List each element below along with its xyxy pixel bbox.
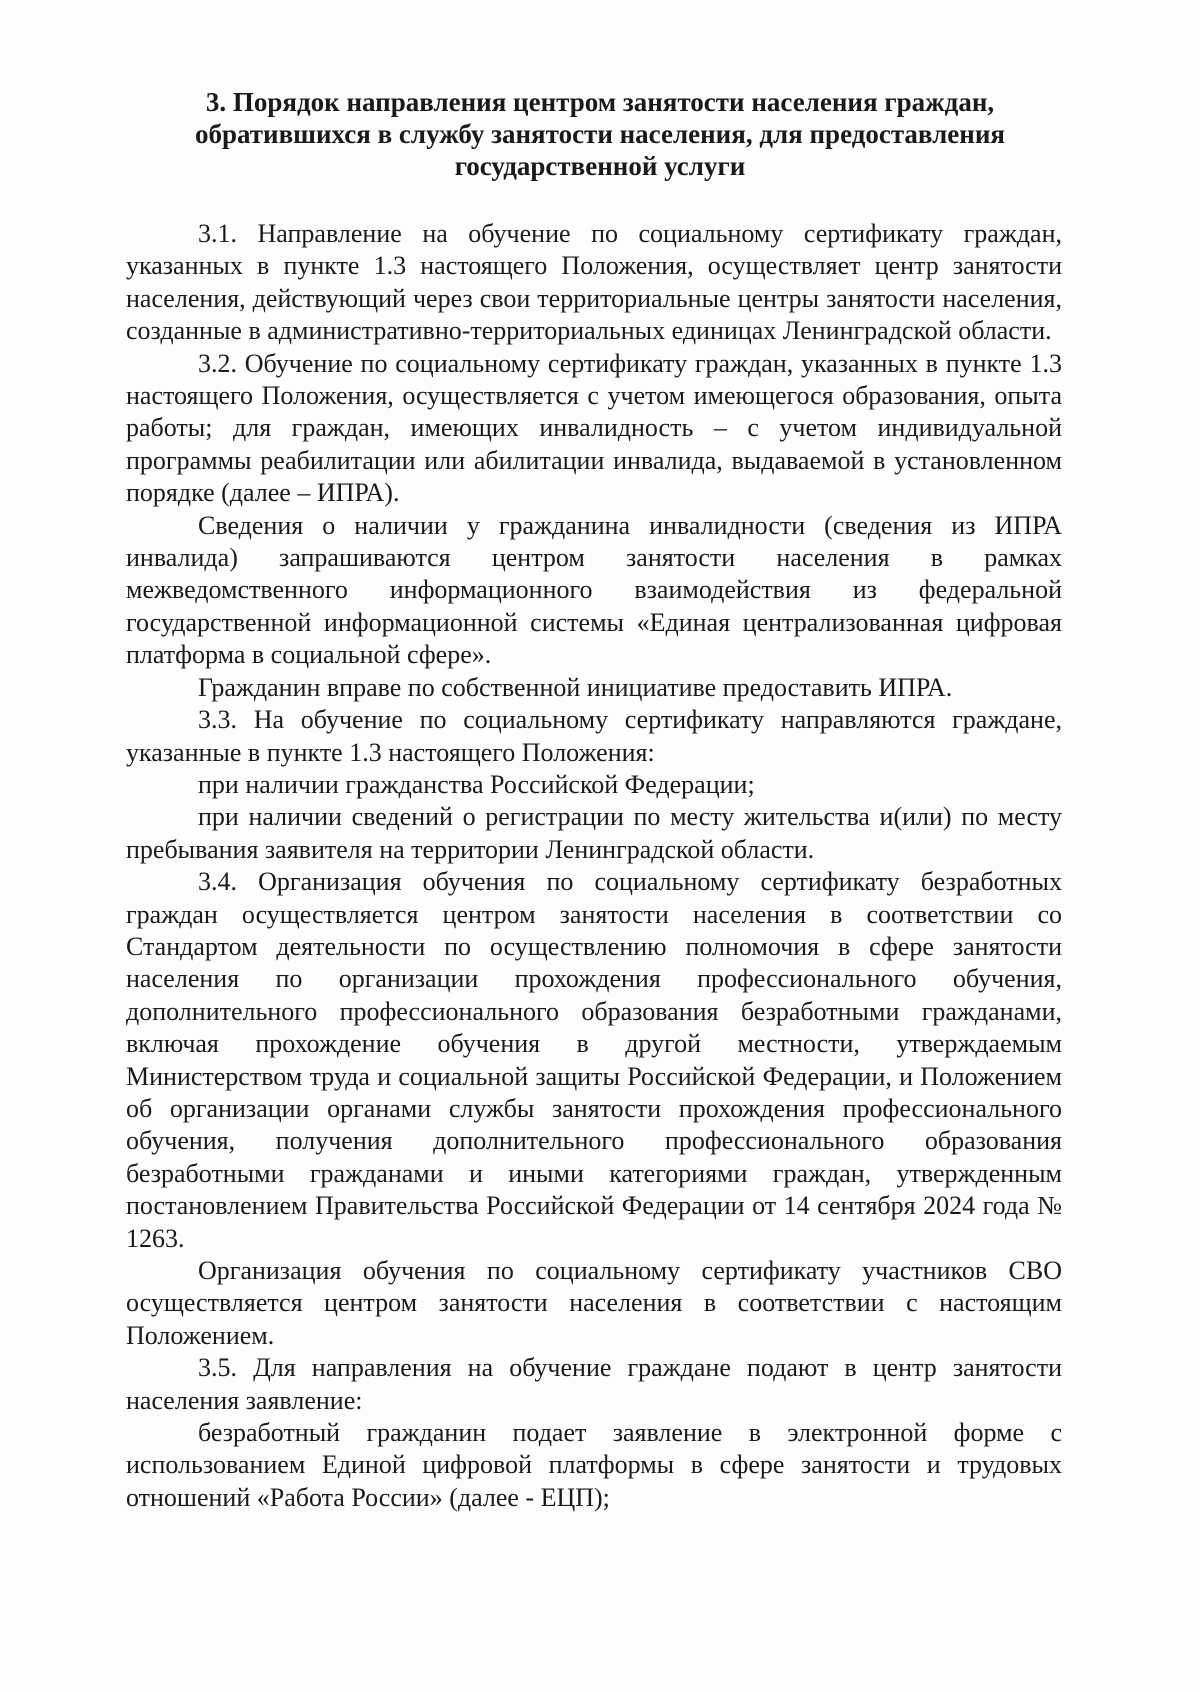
paragraph-unemployed-application: безработный гражданин подает заявление в электронной форме с использованием Единой цифровой платформы в сфере занятости и трудовых отношений «Работа России» (далее - ЕЦП); bbox=[126, 1418, 1062, 1512]
section-title bbox=[140, 86, 1060, 182]
paragraph-ipra-initiative: Гражданин вправе по собственной инициативе предоставить ИПРА. bbox=[198, 672, 953, 702]
paragraph-3-4: 3.4. Организация обучения по социальному сертификату безработных граждан осуществляется центром занятости населения в соответствии со Стандартом деятельности по осуществлению полномочия в сфере занятости населения по организации прохождения профессионального обучения, дополнительного профессионального образования безработными гражданами, включая прохождение обучения в другой местности, утверждаемым Министерством труда и социальной защиты Российской Федерации, и Положением об организации органами службы занятости прохождения профессионального обучения, получения дополнительного профессионального образования безработными гражданами и иными категориями граждан, утвержденным постановлением Правительства Российской Федерации от 14 сентября 2024 года № 1263. bbox=[126, 867, 1062, 1253]
paragraph-3-1: 3.1. Направление на обучение по социальному сертификату граждан, указанных в пункте 1.3 настоящего Положения, осуществляет центр занятости населения, действующий через свои территориальные центры занятости населения, созданные в административно-территориальных единицах Ленинградской области. bbox=[126, 219, 1062, 346]
paragraph-citizenship: при наличии гражданства Российской Федерации; bbox=[198, 769, 755, 799]
paragraph-3-5: 3.5. Для направления на обучение граждане подают в центр занятости населения заявление: bbox=[126, 1353, 1062, 1415]
title-line: обратившихся в службу занятости населения, для предоставления bbox=[194, 119, 1006, 149]
document-body bbox=[126, 218, 1062, 1514]
paragraph-registration: при наличии сведений о регистрации по месту жительства и(или) по месту пребывания заявителя на территории Ленинградской области. bbox=[126, 802, 1062, 864]
paragraph-svo: Организация обучения по социальному сертификату участников СВО осуществляется центром занятости населения в соответствии с настоящим Положением. bbox=[126, 1256, 1062, 1350]
paragraph-ipra-info: Сведения о наличии у гражданина инвалидности (сведения из ИПРА инвалида) запрашиваются центром занятости населения в рамках межведомственного информационного взаимодействия из федеральной государственной информационной системы «Единая централизованная цифровая платформа в социальной сфере». bbox=[126, 510, 1062, 670]
paragraph-3-2: 3.2. Обучение по социальному сертификату граждан, указанных в пункте 1.3 настоящего Положения, осуществляется с учетом имеющегося образования, опыта работы; для граждан, имеющих инвалидность – с учетом индивидуальной программы реабилитации или абилитации инвалида, выдаваемой в установленном порядке (далее – ИПРА). bbox=[126, 348, 1062, 508]
title-line: государственной услуги bbox=[454, 151, 746, 181]
paragraph-3-3: 3.3. На обучение по социальному сертификату направляются граждане, указанные в пункте 1.3 настоящего Положения: bbox=[126, 705, 1062, 767]
title-line: 3. Порядок направления центром занятости населения граждан, bbox=[205, 87, 995, 117]
